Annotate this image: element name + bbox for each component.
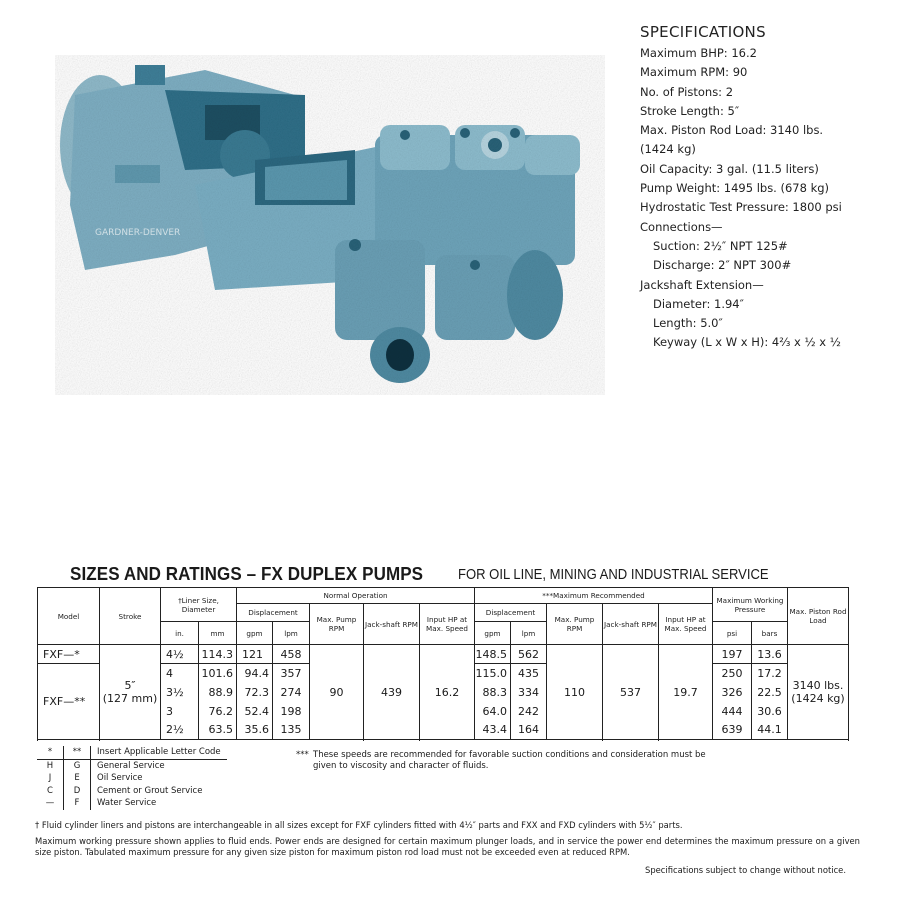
spec-line: Oil Capacity: 3 gal. (11.5 liters): [640, 161, 819, 176]
header-psi: psi: [713, 622, 752, 645]
normal-lpm: 274: [273, 683, 310, 702]
legend-row: J E Oil Service: [37, 772, 227, 785]
spec-line: Length: 5.0″: [653, 316, 723, 331]
legend-row: H G General Service: [37, 759, 227, 772]
pump-photo: [55, 55, 605, 395]
table-row: [38, 645, 849, 664]
header-normal-gpm: gpm: [237, 622, 273, 645]
max-lpm: 334: [511, 683, 547, 702]
max-gpm: 88.3: [475, 683, 511, 702]
speed-footnote: *** These speeds are recommended for favorable suction conditions and consideration must be given to viscosity and character of fluids.: [296, 750, 706, 771]
liner-mm: 88.9: [199, 683, 237, 702]
liner-in: 3: [161, 702, 199, 721]
spec-line: Keyway (L x W x H): 4⅔ x ½ x ½: [653, 335, 841, 350]
max-lpm: 562: [511, 645, 547, 664]
header-max-working-pressure: Maximum Working Pressure: [713, 588, 788, 622]
header-max-input-hp: Input HP at Max. Speed: [659, 604, 713, 645]
liner-mm: 101.6: [199, 664, 237, 683]
disclaimer: Specifications subject to change without notice.: [645, 865, 846, 875]
normal-jack-rpm: 439: [364, 645, 420, 740]
spec-line: Diameter: 1.94″: [653, 296, 744, 311]
header-normal-pump-rpm: Max. Pump RPM: [310, 604, 364, 645]
rod-load-cell: 3140 lbs. (1424 kg): [788, 645, 849, 740]
header-model: Model: [38, 588, 100, 645]
max-jack-rpm: 537: [603, 645, 659, 740]
psi-cell: 197: [713, 645, 752, 664]
max-gpm: 43.4: [475, 721, 511, 740]
header-normal-lpm: lpm: [273, 622, 310, 645]
bars-cell: 17.2: [752, 664, 788, 683]
liner-in: 4: [161, 664, 199, 683]
header-max-jack-rpm: Jack-shaft RPM: [603, 604, 659, 645]
spec-line: (1424 kg): [640, 142, 696, 157]
normal-gpm: 72.3: [237, 683, 273, 702]
normal-pump-rpm: 90: [310, 645, 364, 740]
max-lpm: 242: [511, 702, 547, 721]
header-stroke: Stroke: [100, 588, 161, 645]
normal-lpm: 198: [273, 702, 310, 721]
max-gpm: 115.0: [475, 664, 511, 683]
legend-row: C D Cement or Grout Service: [37, 785, 227, 798]
normal-lpm: 458: [273, 645, 310, 664]
normal-lpm: 357: [273, 664, 310, 683]
spec-line: Max. Piston Rod Load: 3140 lbs.: [640, 123, 824, 138]
svg-text:GARDNER-DENVER: GARDNER-DENVER: [95, 228, 181, 238]
spec-line: Jackshaft Extension—: [640, 277, 764, 292]
specifications-list: [640, 44, 880, 353]
header-normal-jack-rpm: Jack-shaft RPM: [364, 604, 420, 645]
header-mm: mm: [199, 622, 237, 645]
sizes-ratings-table: [37, 587, 849, 740]
bars-cell: 44.1: [752, 721, 788, 740]
header-bars: bars: [752, 622, 788, 645]
liner-in: 2½: [161, 721, 199, 740]
letter-code-legend: [37, 746, 227, 810]
header-normal-displacement: Displacement: [237, 604, 310, 622]
spec-line: Stroke Length: 5″: [640, 103, 740, 118]
max-lpm: 435: [511, 664, 547, 683]
header-normal-input-hp: Input HP at Max. Speed: [420, 604, 475, 645]
spec-line: No. of Pistons: 2: [640, 84, 734, 99]
liner-footnote: † Fluid cylinder liners and pistons are interchangeable in all sizes except for FXF cylinders fitted with 4½″ parts and FXX and FXD cylinders with 5½″ parts.: [35, 820, 683, 830]
normal-input-hp: 16.2: [420, 645, 475, 740]
normal-gpm: 121: [237, 645, 273, 664]
normal-gpm: 52.4: [237, 702, 273, 721]
max-pump-rpm: 110: [547, 645, 603, 740]
liner-in: 4½: [161, 645, 199, 664]
heading-main: SIZES AND RATINGS – FX DUPLEX PUMPS: [70, 563, 424, 584]
max-gpm: 64.0: [475, 702, 511, 721]
psi-cell: 326: [713, 683, 752, 702]
spec-line: Discharge: 2″ NPT 300#: [653, 258, 792, 273]
spec-line: Maximum RPM: 90: [640, 65, 748, 80]
header-max-gpm: gpm: [475, 622, 511, 645]
spec-line: Pump Weight: 1495 lbs. (678 kg): [640, 181, 830, 196]
header-in: in.: [161, 622, 199, 645]
psi-cell: 444: [713, 702, 752, 721]
liner-mm: 76.2: [199, 702, 237, 721]
max-input-hp: 19.7: [659, 645, 713, 740]
specifications-title: SPECIFICATIONS: [640, 23, 766, 41]
spec-line: Connections—: [640, 219, 723, 234]
specifications-panel: [640, 22, 880, 353]
spec-line: Hydrostatic Test Pressure: 1800 psi: [640, 200, 842, 215]
duplex-pump-illustration: [55, 55, 605, 395]
header-max-pump-rpm: Max. Pump RPM: [547, 604, 603, 645]
bars-cell: 22.5: [752, 683, 788, 702]
model-cell: FXF—*: [38, 645, 100, 664]
legend-header-double: **: [64, 746, 91, 759]
legend-row: — F Water Service: [37, 797, 227, 810]
max-gpm: 148.5: [475, 645, 511, 664]
header-rod-load: Max. Piston Rod Load: [788, 588, 849, 645]
normal-gpm: 94.4: [237, 664, 273, 683]
sizes-ratings-heading: [70, 563, 769, 585]
header-max-displacement: Displacement: [475, 604, 547, 622]
stroke-cell: 5″ (127 mm): [100, 645, 161, 740]
spec-line: Maximum BHP: 16.2: [640, 46, 757, 60]
max-lpm: 164: [511, 721, 547, 740]
psi-cell: 250: [713, 664, 752, 683]
spec-line: Suction: 2½″ NPT 125#: [653, 238, 788, 253]
bars-cell: 13.6: [752, 645, 788, 664]
normal-lpm: 135: [273, 721, 310, 740]
bars-cell: 30.6: [752, 702, 788, 721]
legend-header-label: Insert Applicable Letter Code: [91, 746, 227, 759]
normal-gpm: 35.6: [237, 721, 273, 740]
legend-header-single: *: [37, 746, 64, 759]
liner-mm: 114.3: [199, 645, 237, 664]
pressure-footnote: Maximum working pressure shown applies to fluid ends. Power ends are designed for certain maximum plunger loads, and in service the power end determines the maximum pressure on a given size piston. Tabulated maximum pressure for any given size piston for maximum piston rod load must not be exceeded even at reduced RPM.: [35, 836, 860, 857]
header-normal-operation: Normal Operation: [237, 588, 475, 604]
heading-subtitle: FOR OIL LINE, MINING AND INDUSTRIAL SERVICE: [458, 567, 769, 583]
liner-mm: 63.5: [199, 721, 237, 740]
header-max-recommended: ***Maximum Recommended: [475, 588, 713, 604]
psi-cell: 639: [713, 721, 752, 740]
liner-in: 3½: [161, 683, 199, 702]
model-cell: FXF—**: [38, 664, 100, 740]
header-max-lpm: lpm: [511, 622, 547, 645]
header-liner: †Liner Size, Diameter: [161, 588, 237, 622]
